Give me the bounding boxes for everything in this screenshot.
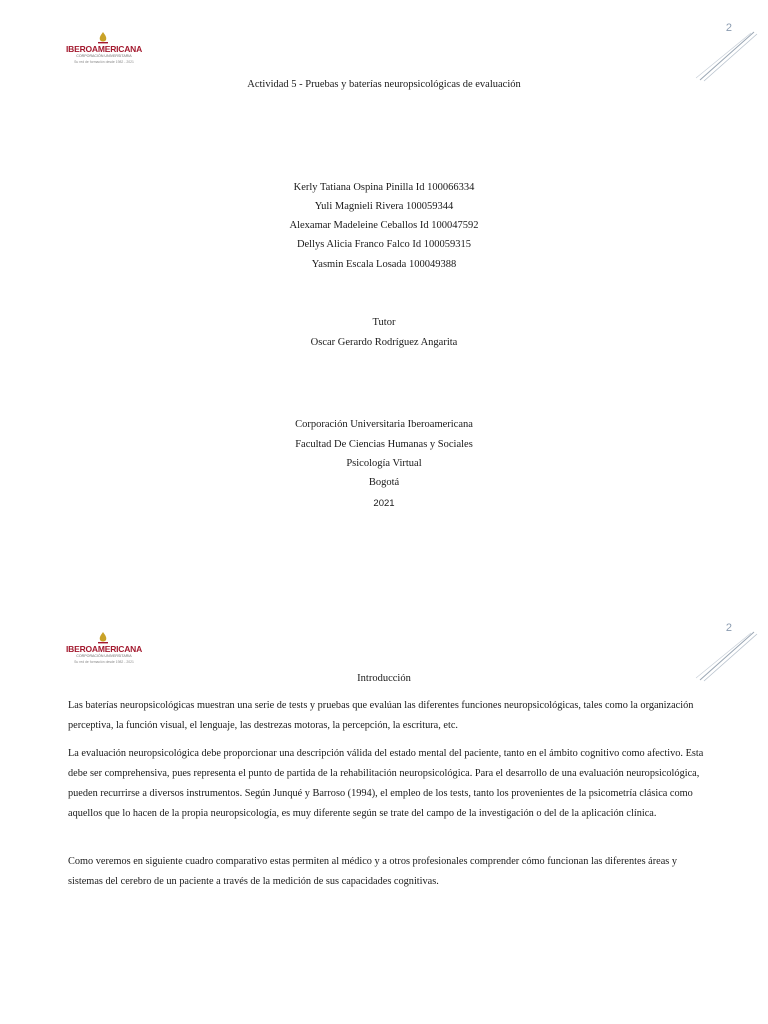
author-line: Yuli Magnieli Rivera 100059344 <box>314 201 454 212</box>
tutor-name: Oscar Gerardo Rodríguez Angarita <box>310 337 458 348</box>
body-paragraph: Las baterías neuropsicológicas muestran una serie de tests y pruebas que evalúan las diferentes funciones neuropsicológicas, tales como la organización perceptiva, la función visual, el lenguaje, las destrezas motoras, la percepción, la escritura, etc. <box>68 700 694 731</box>
institution-line: Facultad De Ciencias Humanas y Sociales <box>295 439 473 450</box>
institution-line: Psicología Virtual <box>346 458 422 469</box>
logo-tagline: Su red de formación desde 1982 - 2021 <box>74 60 134 64</box>
year: 2021 <box>373 498 395 509</box>
logo-subtitle: CORPORACIÓN UNIVERSITARIA <box>76 54 132 58</box>
university-logo <box>66 32 142 68</box>
author-line: Yasmin Escala Losada 100049388 <box>311 259 457 270</box>
page-number: 2 <box>725 22 732 34</box>
logo-name: IBEROAMERICANA <box>66 644 143 654</box>
body-paragraph: La evaluación neuropsicológica debe proporcionar una descripción válida del estado mental del paciente, tanto en el ámbito cognitivo como afectivo. Esta debe ser comprehensiva, pues representa el punto de partida de la rehabilitación neuropsicológica. Para el desarrollo de una evaluación neuropsicológica, pueden recurrirse a diversos instrumentos. Según Junqué y Barroso (1994), el empleo de los tests, tanto los provenientes de la psicometría clásica como aquellos que lo hacen de la propia neuropsicología, es muy diferente según se trate del campo de la investigación o del de la aplicación clínica. <box>68 748 704 819</box>
logo-subtitle: CORPORACIÓN UNIVERSITARIA <box>76 654 132 658</box>
introduction-page <box>0 600 768 1024</box>
body-paragraph: Como veremos en siguiente cuadro comparativo estas permiten al médico y a otros profesionales comprender cómo funcionan las diferentes áreas y sistemas del cerebro de un paciente a través de la medición de sus capacidades cognitivas. <box>68 856 678 887</box>
author-line: Kerly Tatiana Ospina Pinilla Id 100066334 <box>293 182 475 193</box>
logo-tagline: Su red de formación desde 1982 - 2021 <box>74 660 134 664</box>
flame-icon <box>96 632 110 644</box>
document-title: Actividad 5 - Pruebas y baterías neuropsicológicas de evaluación <box>247 79 521 90</box>
author-line: Alexamar Madeleine Ceballos Id 100047592 <box>289 220 479 231</box>
institution-line: Bogotá <box>368 477 400 488</box>
logo-name: IBEROAMERICANA <box>66 44 143 54</box>
tutor-label: Tutor <box>372 317 396 328</box>
institution-line: Corporación Universitaria Iberoamericana <box>295 419 473 430</box>
author-line: Dellys Alicia Franco Falco Id 100059315 <box>296 239 472 250</box>
section-heading: Introducción <box>357 673 411 684</box>
corner-lines-decoration <box>694 30 758 82</box>
university-logo <box>66 632 142 668</box>
page-number: 2 <box>725 622 732 634</box>
flame-icon <box>96 32 110 44</box>
